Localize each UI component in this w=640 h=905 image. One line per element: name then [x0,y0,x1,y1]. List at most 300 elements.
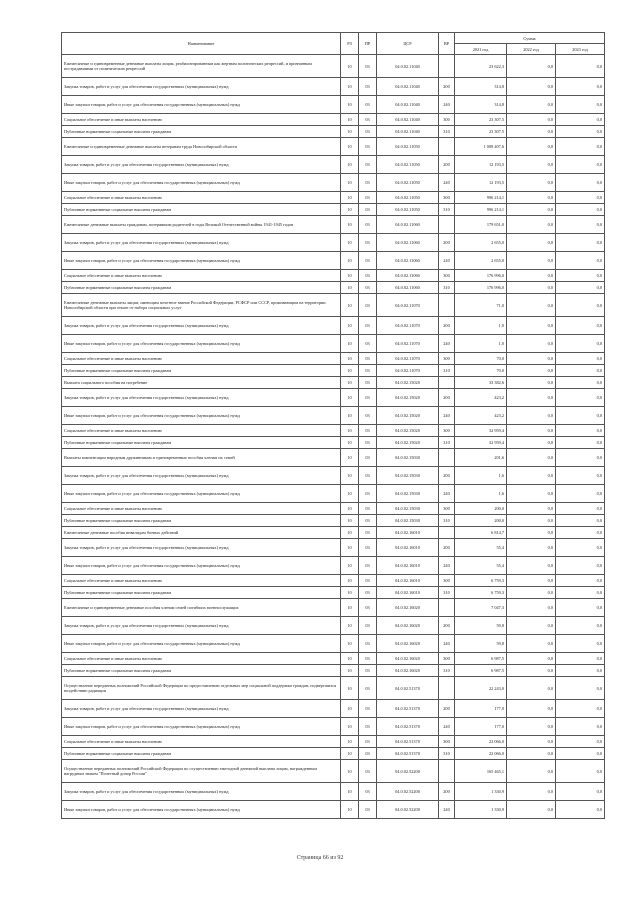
cell-2023: 0,0 [556,353,605,365]
cell-2022: 0,0 [507,114,556,126]
cell-csr: 04.0.02.11070 [377,335,439,353]
cell-vr: 300 [439,653,455,665]
cell-pr: 03 [359,653,377,665]
cell-vr: 300 [439,736,455,748]
cell-name: Социальное обеспечение и иные выплаты населению [62,192,341,204]
cell-csr: 04.0.02.15020 [377,377,439,389]
cell-2021: 1 008 407,6 [455,138,507,156]
cell-csr: 04.0.02.15020 [377,407,439,425]
cell-2021: 7 047,3 [455,599,507,617]
table-row [62,653,605,665]
cell-2022: 0,0 [507,665,556,677]
cell-rz: 10 [341,335,359,353]
table-row [62,437,605,449]
cell-pr: 03 [359,449,377,467]
cell-pr: 03 [359,389,377,407]
cell-csr: 04.0.02.11070 [377,294,439,317]
cell-2022: 0,0 [507,449,556,467]
cell-rz: 10 [341,587,359,599]
cell-2023: 0,0 [556,234,605,252]
cell-2021: 6 759,3 [455,587,507,599]
cell-2022: 0,0 [507,174,556,192]
cell-rz: 10 [341,252,359,270]
table-row [62,599,605,617]
cell-rz: 10 [341,425,359,437]
cell-2023: 0,0 [556,425,605,437]
cell-name: Закупка товаров, работ и услуг для обеспечения государственных (муниципальных) нужд [62,617,341,635]
cell-2023: 0,0 [556,677,605,700]
cell-name: Публичные нормативные социальные выплаты гражданам [62,748,341,760]
cell-2023: 0,0 [556,96,605,114]
cell-pr: 03 [359,55,377,78]
cell-csr: 04.0.02.16010 [377,557,439,575]
cell-pr: 03 [359,252,377,270]
cell-pr: 03 [359,425,377,437]
table-row [62,174,605,192]
table-row [62,515,605,527]
cell-2021: 6 759,3 [455,575,507,587]
cell-2021: 55,4 [455,557,507,575]
cell-rz: 10 [341,557,359,575]
cell-2022: 0,0 [507,653,556,665]
cell-rz: 10 [341,126,359,138]
table-body [62,55,605,819]
cell-2023: 0,0 [556,748,605,760]
cell-name: Иные закупки товаров, работ и услуг для обеспечения государственных (муниципальных) нужд [62,335,341,353]
table-row [62,216,605,234]
table-row [62,677,605,700]
cell-2021: 2 655,0 [455,234,507,252]
cell-pr: 03 [359,587,377,599]
cell-name: Социальное обеспечение и иные выплаты населению [62,270,341,282]
cell-2022: 0,0 [507,485,556,503]
cell-rz: 10 [341,718,359,736]
cell-pr: 03 [359,665,377,677]
cell-vr: 310 [439,515,455,527]
cell-2021: 314,8 [455,78,507,96]
cell-2021: 55,4 [455,539,507,557]
table-row [62,467,605,485]
cell-csr: 04.0.02.16020 [377,599,439,617]
cell-2023: 0,0 [556,270,605,282]
cell-2023: 0,0 [556,700,605,718]
table-row [62,353,605,365]
cell-2023: 0,0 [556,736,605,748]
cell-name: Закупка товаров, работ и услуг для обеспечения государственных (муниципальных) нужд [62,234,341,252]
cell-vr: 310 [439,587,455,599]
cell-2022: 0,0 [507,748,556,760]
cell-vr [439,760,455,783]
cell-rz: 10 [341,156,359,174]
cell-name: Социальное обеспечение и иные выплаты населению [62,503,341,515]
cell-2023: 0,0 [556,204,605,216]
cell-csr: 04.0.02.52200 [377,760,439,783]
table-row [62,96,605,114]
cell-2023: 0,0 [556,635,605,653]
cell-name: Закупка товаров, работ и услуг для обеспечения государственных (муниципальных) нужд [62,317,341,335]
cell-name: Социальное обеспечение и иные выплаты населению [62,736,341,748]
cell-2021: 1,0 [455,317,507,335]
cell-rz: 10 [341,700,359,718]
table-row [62,665,605,677]
cell-name: Осуществление переданных полномочий Российской Федерации по предоставлению отдельных мер социальной поддержки граждан, подвергшихся воздействию радиации [62,677,341,700]
cell-2023: 0,0 [556,617,605,635]
cell-2021: 59,8 [455,635,507,653]
cell-2021: 71,0 [455,294,507,317]
cell-csr: 04.0.02.16010 [377,527,439,539]
header-year-2023: 2023 год [556,44,605,55]
cell-2021: 22 243,0 [455,677,507,700]
cell-2023: 0,0 [556,515,605,527]
cell-2023: 0,0 [556,653,605,665]
cell-name: Публичные нормативные социальные выплаты гражданам [62,282,341,294]
table-row [62,449,605,467]
cell-pr: 03 [359,174,377,192]
cell-name: Социальное обеспечение и иные выплаты населению [62,575,341,587]
cell-vr: 310 [439,126,455,138]
cell-pr: 03 [359,599,377,617]
cell-2021: 1 330,9 [455,801,507,819]
cell-2021: 423,2 [455,407,507,425]
cell-name: Социальное обеспечение и иные выплаты населению [62,353,341,365]
cell-2022: 0,0 [507,389,556,407]
cell-2023: 0,0 [556,467,605,485]
table-row [62,389,605,407]
cell-vr: 240 [439,335,455,353]
cell-rz: 10 [341,515,359,527]
cell-2023: 0,0 [556,294,605,317]
cell-2022: 0,0 [507,407,556,425]
cell-pr: 03 [359,557,377,575]
cell-csr: 04.0.02.15030 [377,515,439,527]
cell-2023: 0,0 [556,783,605,801]
cell-rz: 10 [341,407,359,425]
header-year-2021: 2021 год [455,44,507,55]
cell-pr: 03 [359,437,377,449]
cell-csr: 04.0.02.11050 [377,192,439,204]
cell-name: Иные закупки товаров, работ и услуг для обеспечения государственных (муниципальных) нужд [62,252,341,270]
table-row [62,801,605,819]
cell-2022: 0,0 [507,700,556,718]
cell-name: Иные закупки товаров, работ и услуг для обеспечения государственных (муниципальных) нужд [62,718,341,736]
cell-2023: 0,0 [556,801,605,819]
cell-name: Иные закупки товаров, работ и услуг для обеспечения государственных (муниципальных) нужд [62,635,341,653]
cell-pr: 03 [359,407,377,425]
cell-2021: 22 066,0 [455,736,507,748]
cell-pr: 03 [359,78,377,96]
cell-2021: 314,8 [455,96,507,114]
cell-2022: 0,0 [507,335,556,353]
cell-2021: 32 959,4 [455,437,507,449]
cell-2023: 0,0 [556,156,605,174]
cell-name: Закупка товаров, работ и услуг для обеспечения государственных (муниципальных) нужд [62,78,341,96]
cell-2022: 0,0 [507,617,556,635]
cell-name: Публичные нормативные социальные выплаты гражданам [62,665,341,677]
table-row [62,78,605,96]
cell-csr: 04.0.02.52200 [377,783,439,801]
cell-vr: 300 [439,192,455,204]
cell-vr: 240 [439,801,455,819]
table-row [62,587,605,599]
header-name: Наименование [62,33,341,55]
cell-name: Выплата социального пособия на погребение [62,377,341,389]
cell-csr: 04.0.02.15030 [377,503,439,515]
cell-name: Ежемесячные и единовременные денежные выплаты ветеранам труда Новосибирской области [62,138,341,156]
cell-vr: 240 [439,635,455,653]
cell-name: Выплаты компенсации народным дружинникам и единовременные пособия членам их семей [62,449,341,467]
cell-csr: 04.0.02.11040 [377,114,439,126]
table-row [62,635,605,653]
cell-2021: 423,2 [455,389,507,407]
cell-name: Публичные нормативные социальные выплаты гражданам [62,126,341,138]
cell-rz: 10 [341,96,359,114]
cell-vr: 310 [439,665,455,677]
budget-table [61,32,605,819]
cell-2022: 0,0 [507,126,556,138]
cell-vr [439,377,455,389]
cell-pr: 03 [359,377,377,389]
cell-name: Иные закупки товаров, работ и услуг для обеспечения государственных (муниципальных) нужд [62,485,341,503]
cell-csr: 04.0.02.15020 [377,437,439,449]
table-row [62,503,605,515]
cell-rz: 10 [341,216,359,234]
cell-pr: 03 [359,138,377,156]
cell-2021: 32 959,4 [455,425,507,437]
table-row [62,294,605,317]
cell-2021: 1,6 [455,467,507,485]
cell-2023: 0,0 [556,407,605,425]
cell-pr: 03 [359,485,377,503]
cell-vr: 310 [439,437,455,449]
cell-2021: 23 622,3 [455,55,507,78]
cell-vr: 300 [439,270,455,282]
cell-pr: 03 [359,234,377,252]
cell-2021: 12 193,5 [455,156,507,174]
cell-2021: 22 066,0 [455,748,507,760]
cell-2021: 177,0 [455,718,507,736]
cell-pr: 03 [359,760,377,783]
cell-vr: 200 [439,317,455,335]
cell-pr: 03 [359,467,377,485]
cell-2022: 0,0 [507,252,556,270]
cell-pr: 03 [359,515,377,527]
cell-pr: 03 [359,335,377,353]
cell-name: Закупка товаров, работ и услуг для обеспечения государственных (муниципальных) нужд [62,156,341,174]
cell-name: Публичные нормативные социальные выплаты гражданам [62,515,341,527]
cell-vr [439,138,455,156]
cell-rz: 10 [341,377,359,389]
cell-vr: 300 [439,503,455,515]
cell-csr: 04.0.02.11060 [377,234,439,252]
cell-vr: 300 [439,425,455,437]
cell-2023: 0,0 [556,114,605,126]
cell-2022: 0,0 [507,587,556,599]
cell-csr: 04.0.02.51370 [377,748,439,760]
cell-vr [439,599,455,617]
cell-rz: 10 [341,485,359,503]
cell-csr: 04.0.02.15020 [377,425,439,437]
table-row [62,407,605,425]
cell-rz: 10 [341,760,359,783]
table-row [62,192,605,204]
cell-pr: 03 [359,503,377,515]
cell-rz: 10 [341,389,359,407]
cell-rz: 10 [341,617,359,635]
cell-csr: 04.0.02.11060 [377,252,439,270]
cell-vr [439,294,455,317]
cell-pr: 03 [359,801,377,819]
cell-csr: 04.0.02.11060 [377,282,439,294]
table-row [62,377,605,389]
table-row [62,204,605,216]
cell-2021: 12 193,5 [455,174,507,192]
cell-rz: 10 [341,317,359,335]
cell-2023: 0,0 [556,485,605,503]
cell-2022: 0,0 [507,503,556,515]
cell-rz: 10 [341,353,359,365]
cell-2021: 6 987,5 [455,653,507,665]
cell-csr: 04.0.02.15030 [377,449,439,467]
cell-vr: 300 [439,575,455,587]
table-row [62,527,605,539]
cell-vr: 240 [439,485,455,503]
cell-rz: 10 [341,748,359,760]
cell-2022: 0,0 [507,78,556,96]
cell-2023: 0,0 [556,437,605,449]
cell-2023: 0,0 [556,527,605,539]
cell-vr: 200 [439,539,455,557]
cell-2022: 0,0 [507,317,556,335]
cell-rz: 10 [341,437,359,449]
cell-rz: 10 [341,204,359,216]
cell-csr: 04.0.02.11070 [377,353,439,365]
cell-csr: 04.0.02.16010 [377,587,439,599]
cell-pr: 03 [359,156,377,174]
cell-2023: 0,0 [556,449,605,467]
cell-pr: 03 [359,270,377,282]
cell-vr: 200 [439,783,455,801]
cell-2022: 0,0 [507,467,556,485]
table-row [62,335,605,353]
cell-2023: 0,0 [556,126,605,138]
cell-2022: 0,0 [507,801,556,819]
cell-2022: 0,0 [507,736,556,748]
cell-2023: 0,0 [556,665,605,677]
cell-name: Ежемесячные денежные пособия инвалидам боевых действий [62,527,341,539]
cell-pr: 03 [359,216,377,234]
table-row [62,575,605,587]
cell-pr: 03 [359,282,377,294]
cell-2021: 177,0 [455,700,507,718]
cell-pr: 03 [359,126,377,138]
cell-rz: 10 [341,192,359,204]
cell-vr: 200 [439,467,455,485]
cell-2023: 0,0 [556,377,605,389]
cell-2022: 0,0 [507,55,556,78]
header-rz: РЗ [341,33,359,55]
cell-2022: 0,0 [507,718,556,736]
header-sum: Сумма [455,33,605,44]
cell-vr: 200 [439,700,455,718]
cell-2022: 0,0 [507,365,556,377]
table-row [62,736,605,748]
cell-2022: 0,0 [507,96,556,114]
cell-vr [439,677,455,700]
cell-vr: 200 [439,234,455,252]
table-row [62,760,605,783]
cell-pr: 03 [359,783,377,801]
header-pr: ПР [359,33,377,55]
cell-pr: 03 [359,617,377,635]
cell-vr [439,449,455,467]
cell-vr: 240 [439,174,455,192]
cell-pr: 03 [359,317,377,335]
cell-rz: 10 [341,294,359,317]
cell-2022: 0,0 [507,353,556,365]
cell-name: Иные закупки товаров, работ и услуг для обеспечения государственных (муниципальных) нужд [62,407,341,425]
table-row [62,718,605,736]
cell-csr: 04.0.02.51370 [377,718,439,736]
cell-pr: 03 [359,575,377,587]
cell-pr: 03 [359,527,377,539]
cell-vr: 200 [439,156,455,174]
cell-2021: 6 987,5 [455,665,507,677]
cell-pr: 03 [359,539,377,557]
cell-2021: 70,0 [455,365,507,377]
table-row [62,156,605,174]
cell-rz: 10 [341,114,359,126]
cell-rz: 10 [341,282,359,294]
page-footer: Страница 66 из 92 [296,855,344,861]
cell-2022: 0,0 [507,156,556,174]
cell-2022: 0,0 [507,270,556,282]
cell-csr: 04.0.02.16010 [377,539,439,557]
cell-name: Социальное обеспечение и иные выплаты населению [62,114,341,126]
cell-csr: 04.0.02.11040 [377,78,439,96]
cell-name: Иные закупки товаров, работ и услуг для обеспечения государственных (муниципальных) нужд [62,557,341,575]
cell-2022: 0,0 [507,635,556,653]
cell-name: Закупка товаров, работ и услуг для обеспечения государственных (муниципальных) нужд [62,539,341,557]
table-row [62,425,605,437]
cell-2022: 0,0 [507,515,556,527]
cell-2021: 1 330,9 [455,783,507,801]
cell-csr: 04.0.02.16020 [377,617,439,635]
cell-name: Иные закупки товаров, работ и услуг для обеспечения государственных (муниципальных) нужд [62,96,341,114]
table-row [62,557,605,575]
cell-2021: 70,0 [455,353,507,365]
cell-vr: 240 [439,96,455,114]
cell-2022: 0,0 [507,527,556,539]
cell-vr: 200 [439,78,455,96]
cell-name: Ежемесячные денежные выплаты гражданам, потерявшим родителей в годы Великой Отечественной войны 1941-1945 годов [62,216,341,234]
cell-csr: 04.0.02.11050 [377,156,439,174]
cell-pr: 03 [359,96,377,114]
cell-2023: 0,0 [556,365,605,377]
cell-csr: 04.0.02.16020 [377,653,439,665]
cell-2021: 200,0 [455,515,507,527]
cell-2023: 0,0 [556,317,605,335]
cell-vr: 240 [439,557,455,575]
table-row [62,539,605,557]
cell-rz: 10 [341,55,359,78]
cell-name: Публичные нормативные социальные выплаты гражданам [62,587,341,599]
cell-2021: 176 996,0 [455,270,507,282]
header-vr: ВР [439,33,455,55]
cell-csr: 04.0.02.11070 [377,365,439,377]
cell-vr: 240 [439,718,455,736]
cell-vr: 300 [439,353,455,365]
cell-pr: 03 [359,736,377,748]
